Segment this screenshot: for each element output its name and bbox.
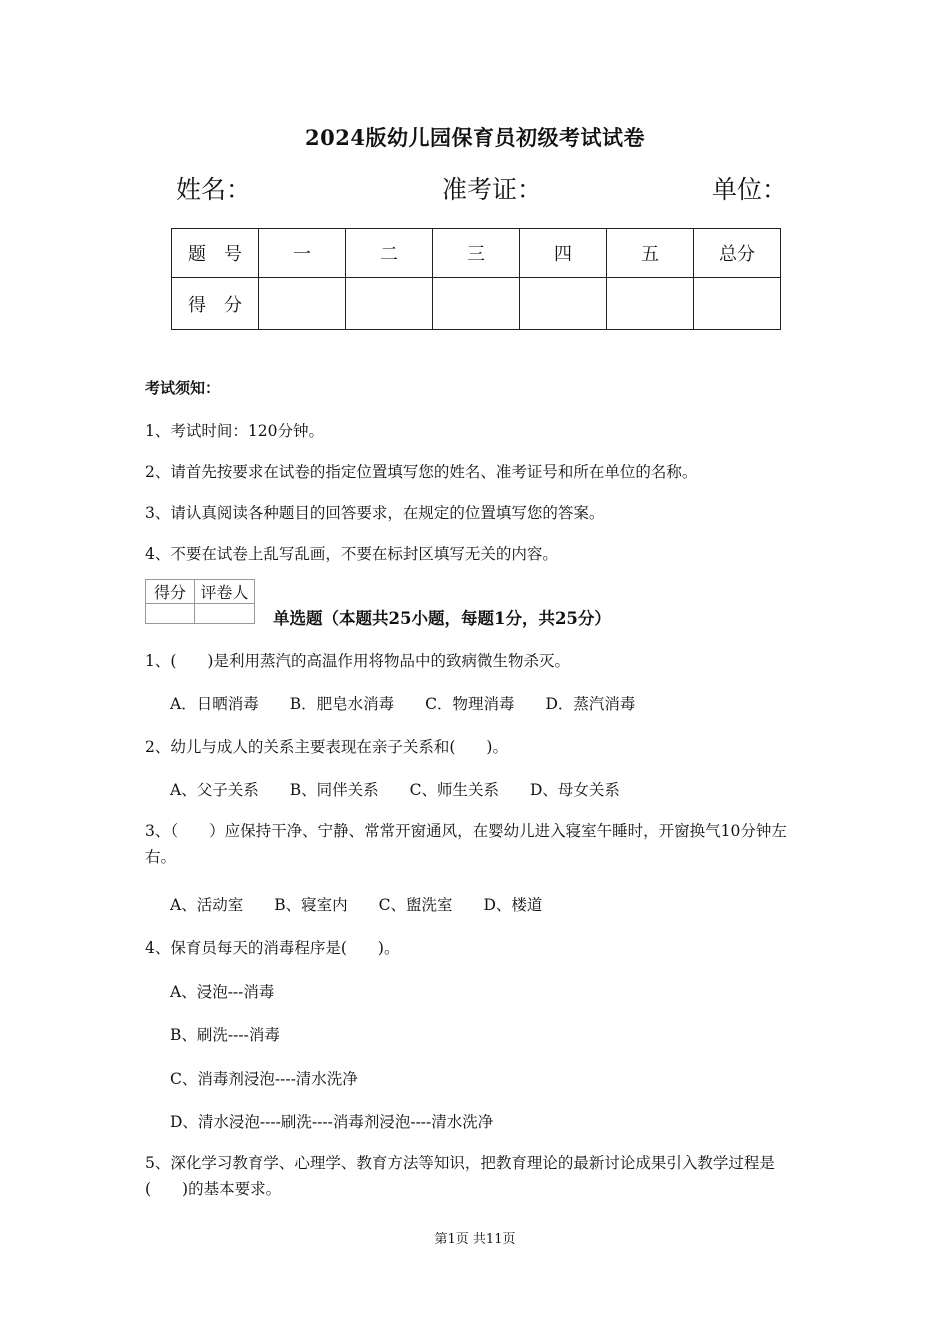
grader-name-cell[interactable]	[195, 604, 255, 624]
score-cell[interactable]	[694, 278, 781, 330]
score-table-header-cell: 五	[607, 229, 694, 278]
question-options: A、父子关系 B、同伴关系 C、师生关系 D、母女关系	[170, 781, 620, 799]
page-title: 2024版幼儿园保育员初级考试试卷	[305, 125, 645, 150]
question-stem: 1、( )是利用蒸汽的高温作用将物品中的致病微生物杀灭。	[145, 652, 570, 670]
grader-box	[145, 579, 255, 624]
question-stem: 5、深化学习教育学、心理学、教育方法等知识，把教育理论的最新讨论成果引入教学过程是( )的基本要求。	[145, 1154, 775, 1198]
score-cell[interactable]	[433, 278, 520, 330]
question-stem: 2、幼儿与成人的关系主要表现在亲子关系和( )。	[145, 738, 508, 756]
notice-item: 3、请认真阅读各种题目的回答要求，在规定的位置填写您的答案。	[145, 504, 605, 522]
score-row-label: 得 分	[172, 278, 259, 330]
score-cell[interactable]	[259, 278, 346, 330]
grader-name-label: 评卷人	[195, 580, 255, 604]
question-option: B、刷洗----消毒	[170, 1026, 280, 1044]
name-field-label: 姓名：	[176, 175, 252, 204]
notice-item: 1、考试时间：120分钟。	[145, 422, 324, 440]
score-cell[interactable]	[346, 278, 433, 330]
notice-item: 2、请首先按要求在试卷的指定位置填写您的姓名、准考证号和所在单位的名称。	[145, 463, 698, 481]
score-table-header-cell: 总分	[694, 229, 781, 278]
notice-item: 4、不要在试卷上乱写乱画，不要在标封区填写无关的内容。	[145, 545, 558, 563]
grader-score-label: 得分	[146, 580, 195, 604]
question-option: A、浸泡---消毒	[170, 983, 275, 1001]
score-table-header-cell: 题 号	[172, 229, 259, 278]
score-table-header-row	[172, 229, 781, 278]
score-cell[interactable]	[520, 278, 607, 330]
notice-title: 考试须知：	[145, 379, 221, 397]
page-footer: 第1页 共11页	[434, 1232, 516, 1247]
score-cell[interactable]	[607, 278, 694, 330]
score-table	[171, 228, 781, 330]
section-title: 单选题（本题共25小题，每题1分，共25分）	[273, 609, 611, 628]
score-table-score-row	[172, 278, 781, 330]
exam-id-field-label: 准考证：	[442, 175, 543, 204]
question-option: D、清水浸泡----刷洗----消毒剂浸泡----清水洗净	[170, 1113, 494, 1131]
question-stem: 4、保育员每天的消毒程序是( )。	[145, 939, 400, 957]
question-option: C、消毒剂浸泡----清水洗净	[170, 1070, 358, 1088]
question-options: A、活动室 B、寝室内 C、盥洗室 D、楼道	[170, 896, 543, 914]
grader-score-cell[interactable]	[146, 604, 195, 624]
question-stem: 3、（ ）应保持干净、宁静、常常开窗通风，在婴幼儿进入寝室午睡时，开窗换气10分钟左右。	[145, 822, 787, 866]
score-table-header-cell: 一	[259, 229, 346, 278]
score-table-header-cell: 三	[433, 229, 520, 278]
score-table-header-cell: 二	[346, 229, 433, 278]
unit-field-label: 单位：	[712, 175, 788, 204]
question-options: A．日晒消毒 B．肥皂水消毒 C．物理消毒 D．蒸汽消毒	[170, 695, 636, 713]
score-table-header-cell: 四	[520, 229, 607, 278]
